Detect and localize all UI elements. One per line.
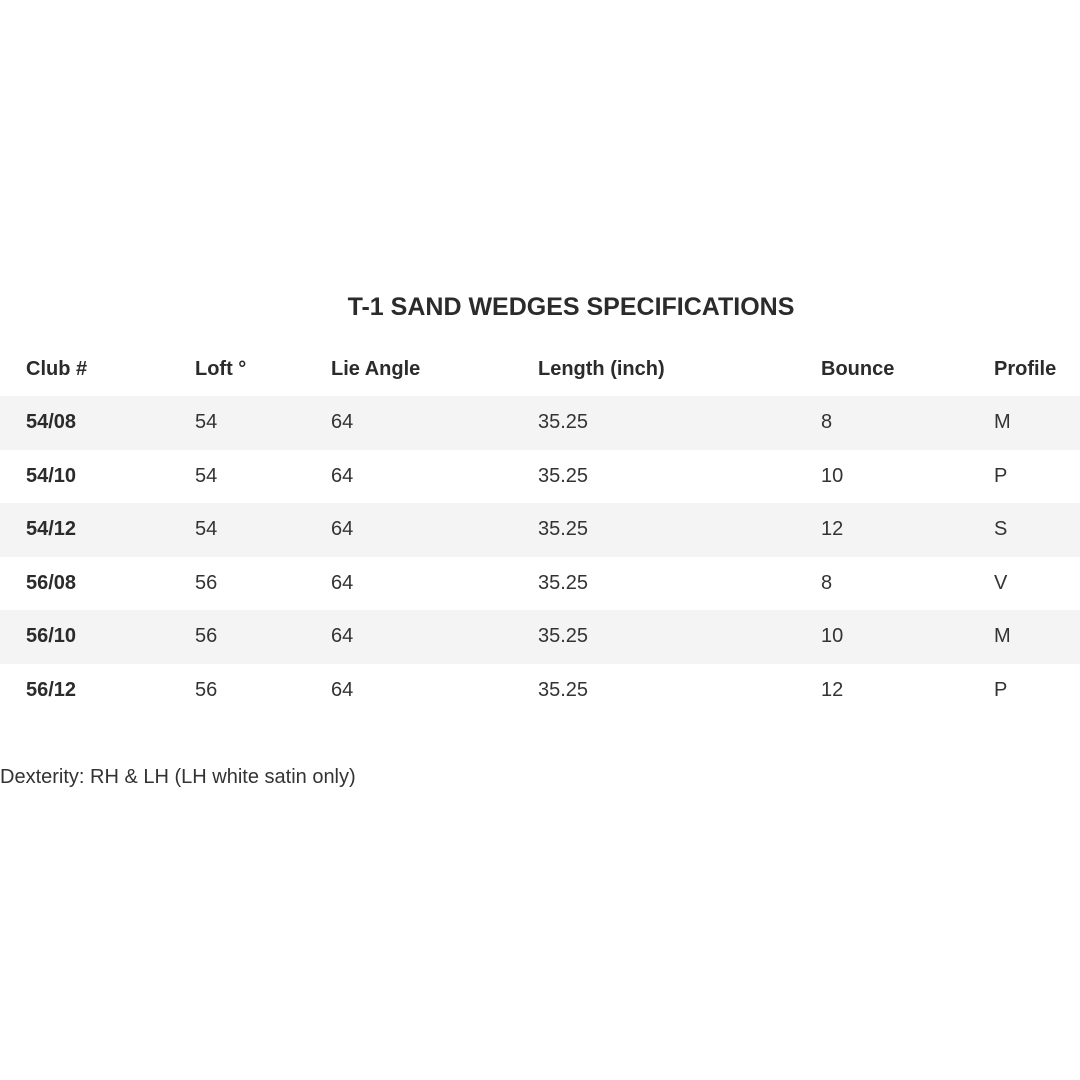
header-club: Club # [26,358,88,380]
cell-profile: S [994,518,1008,541]
table-header-row [0,343,1080,396]
cell-loft: 54 [195,411,218,434]
cell-loft: 56 [195,678,218,701]
cell-club: 54/12 [26,518,77,541]
cell-lie-angle: 64 [331,571,354,594]
cell-profile: M [994,411,1011,434]
cell-lie-angle: 64 [331,464,354,487]
cell-length: 35.25 [538,464,589,487]
cell-bounce: 12 [821,518,844,541]
cell-length: 35.25 [538,678,589,701]
cell-length: 35.25 [538,518,589,541]
cell-profile: P [994,464,1008,487]
cell-club: 54/08 [26,411,77,434]
cell-club: 56/08 [26,571,77,594]
cell-club: 54/10 [26,464,77,487]
cell-length: 35.25 [538,625,589,648]
header-profile: Profile [994,358,1057,380]
cell-lie-angle: 64 [331,411,354,434]
cell-bounce: 12 [821,678,844,701]
cell-loft: 56 [195,625,218,648]
cell-loft: 56 [195,571,218,594]
header-lie-angle: Lie Angle [331,358,421,380]
table-row [0,664,1080,718]
cell-profile: M [994,625,1011,648]
table-row [0,450,1080,504]
cell-club: 56/12 [26,678,77,701]
header-bounce: Bounce [821,358,895,380]
table-row [0,557,1080,611]
cell-profile: V [994,571,1008,594]
page-title: T-1 SAND WEDGES SPECIFICATIONS [347,293,795,321]
table-row [0,396,1080,450]
header-length: Length (inch) [538,358,665,380]
cell-bounce: 10 [821,464,844,487]
cell-loft: 54 [195,464,218,487]
spec-table [0,343,1080,717]
cell-lie-angle: 64 [331,625,354,648]
cell-lie-angle: 64 [331,518,354,541]
cell-bounce: 10 [821,625,844,648]
cell-lie-angle: 64 [331,678,354,701]
dexterity-note: Dexterity: RH & LH (LH white satin only) [0,766,356,788]
header-loft: Loft ° [195,358,247,380]
cell-profile: P [994,678,1008,701]
cell-length: 35.25 [538,571,589,594]
cell-club: 56/10 [26,625,77,648]
cell-loft: 54 [195,518,218,541]
table-row [0,503,1080,557]
cell-bounce: 8 [821,411,833,434]
cell-bounce: 8 [821,571,833,594]
table-row [0,610,1080,664]
cell-length: 35.25 [538,411,589,434]
